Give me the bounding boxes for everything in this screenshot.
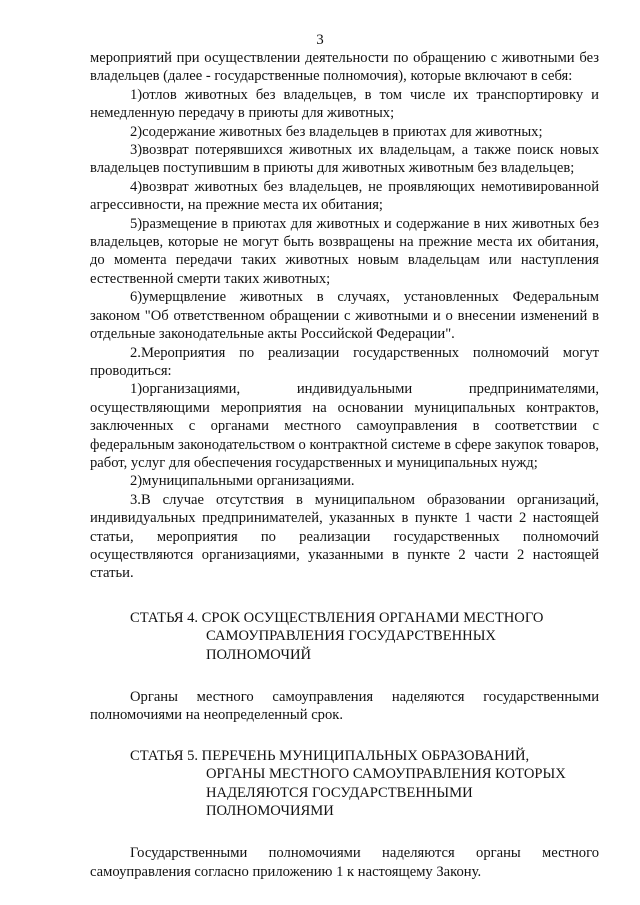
article-5-body: Государственными полномочиями наделяются органы местного самоуправления согласно приложению 1 к настоящему Закону. <box>90 845 599 880</box>
article-4-title-line-2: САМОУПРАВЛЕНИЯ ГОСУДАРСТВЕННЫХ <box>206 628 496 645</box>
paragraph-part-2-item-1: 1)организациями, индивидуальными предпринимателями, осуществляющими мероприятия на основании муниципальных контрактов, заключенных с органами местного самоуправления в соответствии с федеральным законодательством о контрактной системе в сфере закупок товаров, работ, услуг для обеспечения государственных и муниципальных нужд; <box>90 381 599 471</box>
paragraph-part-2-item-2: 2)муниципальными организациями. <box>130 473 355 490</box>
article-4-heading <box>130 609 599 664</box>
document-body <box>90 49 599 881</box>
article-4-title-line-1: СТАТЬЯ 4. СРОК ОСУЩЕСТВЛЕНИЯ ОРГАНАМИ МЕСТНОГО <box>130 609 544 626</box>
article-5-title-line-4: ПОЛНОМОЧИЯМИ <box>206 803 334 820</box>
article-5-title-line-1: СТАТЬЯ 5. ПЕРЕЧЕНЬ МУНИЦИПАЛЬНЫХ ОБРАЗОВАНИЙ, <box>130 747 530 764</box>
article-5-heading <box>130 747 599 821</box>
paragraph-intro: мероприятий при осуществлении деятельности по обращению с животными без владельцев (далее - государственные полномочия), которые включают в себя: <box>90 50 599 85</box>
paragraph-item-6: 6)умерщвление животных в случаях, установленных Федеральным законом "Об ответственном обращении с животными и о внесении изменений в отдельные законодательные акты Российской Федерации". <box>90 289 599 343</box>
article-5-title-line-2: ОРГАНЫ МЕСТНОГО САМОУПРАВЛЕНИЯ КОТОРЫХ <box>206 766 566 783</box>
paragraph-part-3: 3.В случае отсутствия в муниципальном образовании организаций, индивидуальных предпринимателей, указанных в пункте 1 части 2 настоящей статьи, мероприятия по реализации государственных полномочий осуществляются организациями, указанными в пункте 2 части 2 настоящей статьи. <box>90 491 599 582</box>
paragraph-item-5: 5)размещение в приютах для животных и содержание в них животных без владельцев, которые не могут быть возвращены на прежние места их обитания, до момента передачи таких животных новым владельцам или наступления естественной смерти таких животных; <box>90 215 599 287</box>
article-4-body: Органы местного самоуправления наделяются государственными полномочиями на неопределенный срок. <box>90 689 599 724</box>
paragraph-part-2: 2.Мероприятия по реализации государственных полномочий могут проводиться: <box>90 344 599 379</box>
paragraph-item-3: 3)возврат потерявшихся животных их владельцам, а также поиск новых владельцев поступившим в приюты для животных животным без владельцев; <box>90 142 599 177</box>
paragraph-item-1: 1)отлов животных без владельцев, в том числе их транспортировку и немедленную передачу в приюты для животных; <box>90 86 599 122</box>
paragraph-item-2: 2)содержание животных без владельцев в приютах для животных; <box>130 123 543 140</box>
article-5-title-line-3: НАДЕЛЯЮТСЯ ГОСУДАРСТВЕННЫМИ <box>206 784 473 801</box>
article-4-title-line-3: ПОЛНОМОЧИЙ <box>206 646 312 663</box>
page-number: 3 <box>316 32 324 48</box>
paragraph-item-4: 4)возврат животных без владельцев, не проявляющих немотивированной агрессивности, на прежние места их обитания; <box>90 178 599 214</box>
